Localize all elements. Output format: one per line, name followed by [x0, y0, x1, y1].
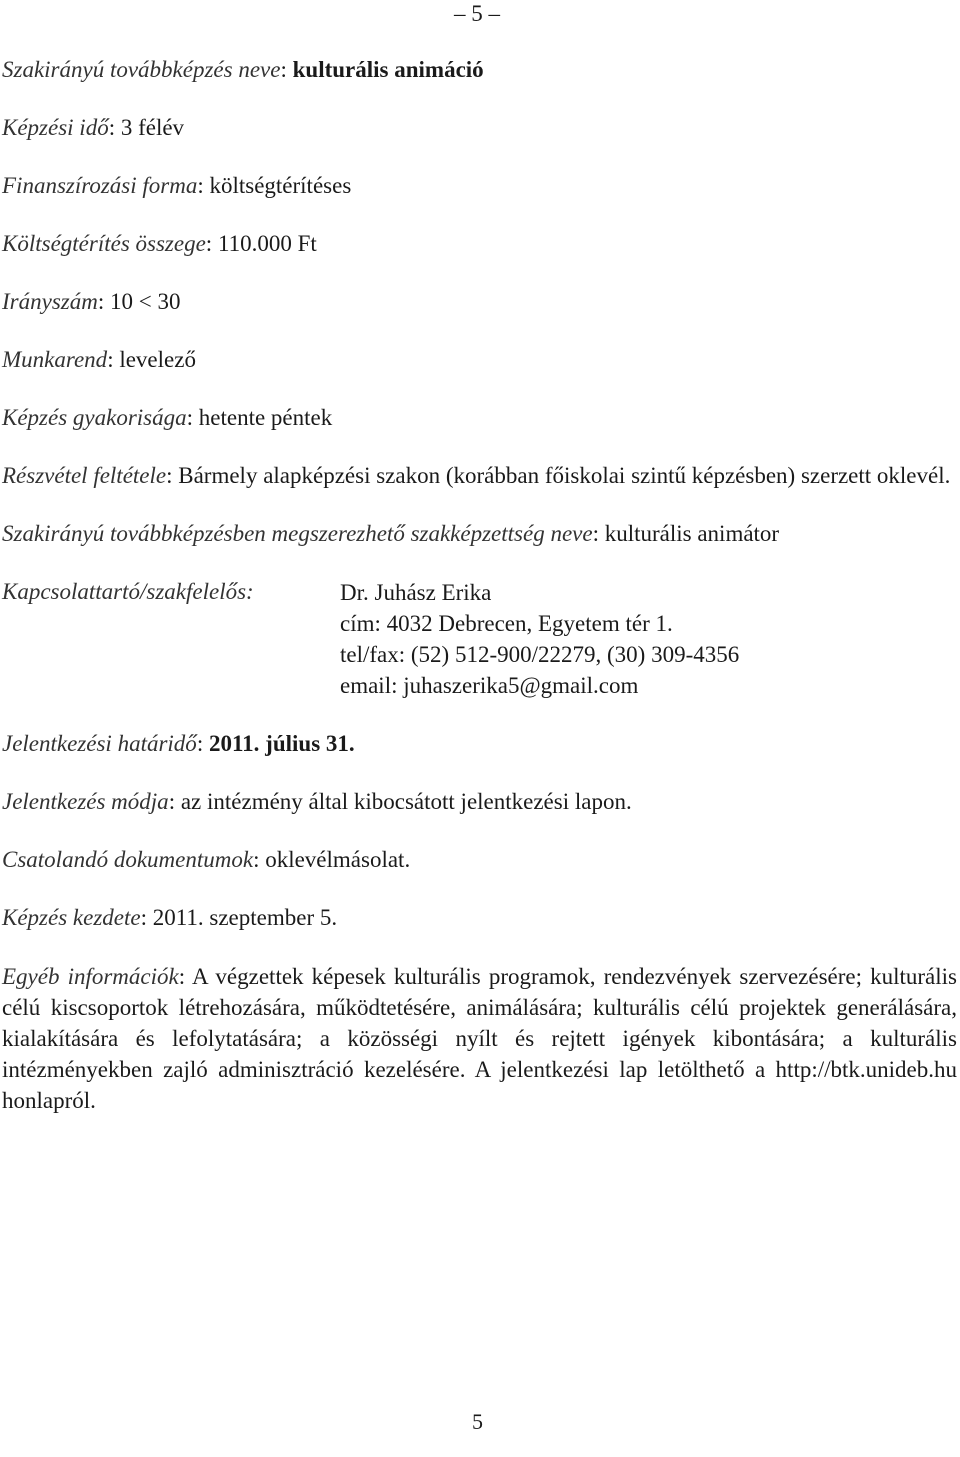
field-value: 10 < 30 [109, 289, 181, 314]
field-work-schedule: Munkarend: levelező [2, 347, 196, 372]
contact-label: Kapcsolattartó/szakfelelős: [2, 579, 254, 604]
document-body [2, 55, 957, 1116]
field-value: 110.000 Ft [217, 231, 317, 256]
field-value: oklevélmásolat. [265, 847, 411, 872]
field-label: Képzés gyakorisága [2, 405, 187, 430]
contact-address: cím: 4032 Debrecen, Egyetem tér 1. [340, 611, 673, 636]
field-frequency: Képzés gyakorisága: hetente péntek [2, 405, 333, 430]
field-label: Egyéb információk [2, 964, 179, 989]
field-label: Szakirányú továbbképzésben megszerezhető szakképzettség neve [2, 521, 593, 546]
field-qualification: Szakirányú továbbképzésben megszerezhető szakképzettség neve: kulturális animátor [2, 521, 780, 546]
field-value: az intézmény által kibocsátott jelentkezési lapon. [180, 789, 632, 814]
contact-name: Dr. Juhász Erika [340, 580, 492, 605]
field-program-name: Szakirányú továbbképzés neve: kulturális animáció [2, 57, 484, 82]
field-condition: Részvétel feltétele: Bármely alapképzési szakon (korábban főiskolai szintű képzésben) szerzett oklevél. [2, 463, 951, 488]
field-other-info: Egyéb információk: A végzettek képesek kulturális programok, rendezvények szervezésére; kulturális célú kiscsoportok létrehozására, működtetésére, animálására; kulturális célú projektek generálására, kialakítására és lefolytatására; a közösségi nyílt és rejtett igények kibontására; a kulturális intézményekben zajló adminisztráció kezelésére. A jelentkezési lap letölthető a http://btk.unideb.hu honlapról. [2, 964, 957, 1113]
field-label: Részvétel feltétele [2, 463, 167, 488]
field-value: 3 félév [120, 115, 185, 140]
contact-email: email: juhaszerika5@gmail.com [340, 673, 639, 698]
field-value: levelező [119, 347, 196, 372]
field-documents: Csatolandó dokumentumok: oklevélmásolat. [2, 847, 411, 872]
field-value: kulturális animáció [292, 57, 484, 82]
field-label: Finanszírozási forma [2, 173, 198, 198]
field-method: Jelentkezés módja: az intézmény által kibocsátott jelentkezési lapon. [2, 789, 632, 814]
contact-phone: tel/fax: (52) 512-900/22279, (30) 309-4356 [340, 642, 740, 667]
contact-block [2, 577, 957, 701]
field-label: Képzés kezdete [2, 905, 141, 930]
field-value: kulturális animátor [604, 521, 780, 546]
field-label: Képzési idő [2, 115, 109, 140]
field-financing: Finanszírozási forma: költségtérítéses [2, 173, 352, 198]
field-label: Jelentkezés módja [2, 789, 169, 814]
field-deadline: Jelentkezési határidő: 2011. július 31. [2, 731, 355, 756]
page-footer-number: 5 [472, 1409, 483, 1434]
contact-details [340, 577, 739, 701]
field-label: Munkarend [2, 347, 108, 372]
field-value: Bármely alapképzési szakon (korábban főiskolai szintű képzésben) szerzett oklevél. [178, 463, 951, 488]
field-label: Csatolandó dokumentumok [2, 847, 254, 872]
field-label: Irányszám [2, 289, 98, 314]
field-value: A végzettek képesek kulturális programok, rendezvények szervezésére; kulturális célú kiscsoportok létrehozására, működtetésére, animálására; kulturális célú projektek generálására, kialakítására és lefolytatására; a közösségi nyílt és rejtett igények kibontására; a kulturális intézményekben zajló adminisztráció kezelésére. A jelentkezési lap letölthető a http://btk.unideb.hu honlapról. [2, 964, 957, 1113]
field-value: költségtérítéses [209, 173, 352, 198]
field-fee: Költségtérítés összege: 110.000 Ft [2, 231, 317, 256]
field-value: hetente péntek [198, 405, 333, 430]
field-duration: Képzési idő: 3 félév [2, 115, 185, 140]
field-value: 2011. július 31. [208, 731, 355, 756]
field-start: Képzés kezdete: 2011. szeptember 5. [2, 905, 338, 930]
field-value: 2011. szeptember 5. [152, 905, 338, 930]
field-target-count: Irányszám: 10 < 30 [2, 289, 181, 314]
field-label: Költségtérítés összege [2, 231, 206, 256]
field-label: Jelentkezési határidő [2, 731, 197, 756]
field-label: Szakirányú továbbképzés neve [2, 57, 281, 82]
page-header-number: – 5 – [454, 1, 500, 26]
